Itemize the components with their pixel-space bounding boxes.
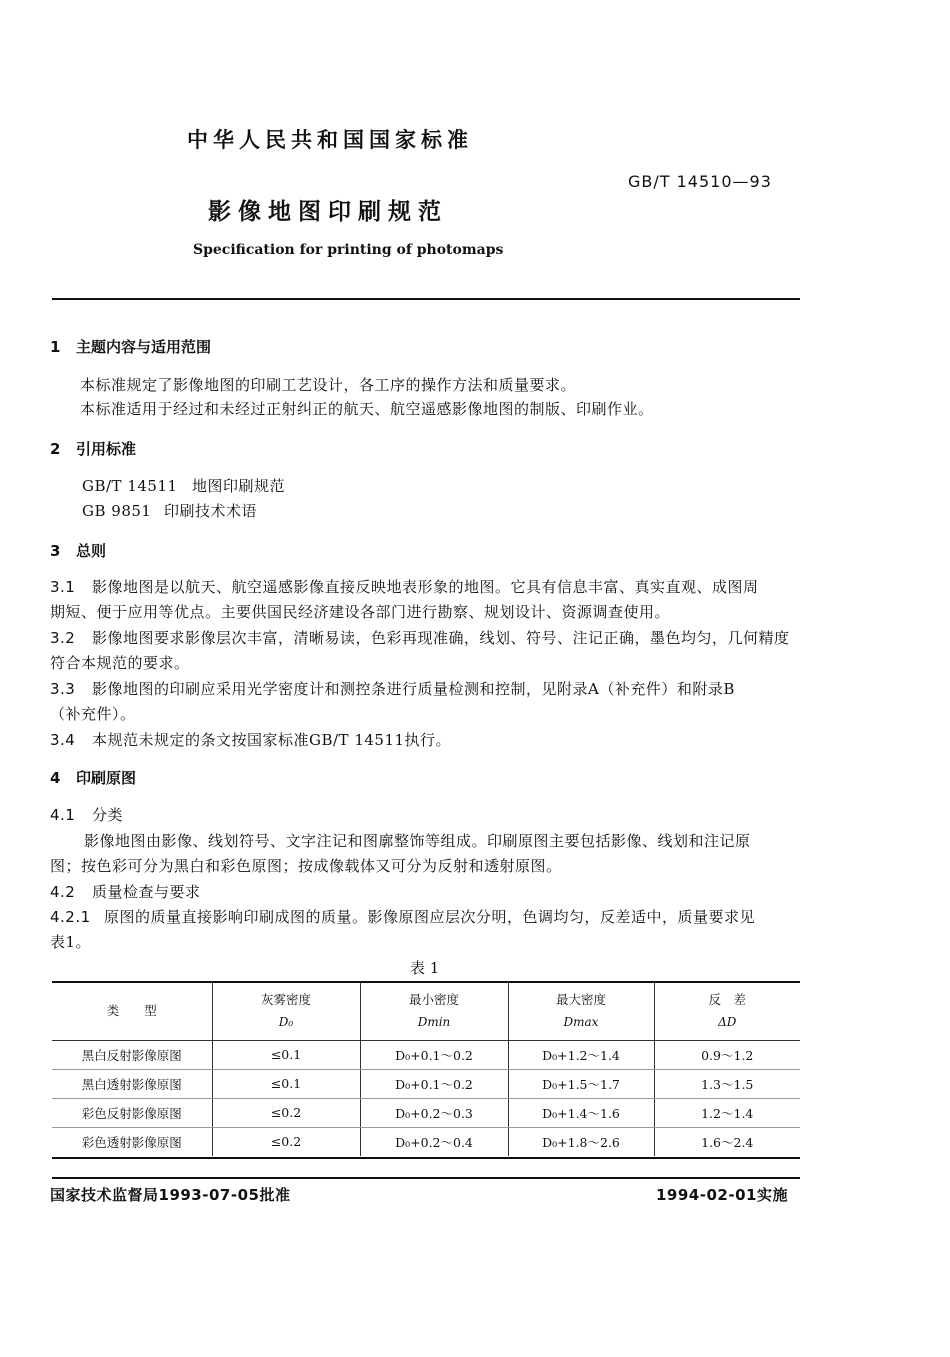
table-row	[52, 1098, 800, 1127]
clause-3-2	[50, 627, 790, 648]
column-header-label: 反 差	[708, 992, 746, 1008]
table-cell: 0.9～1.2	[654, 1040, 800, 1069]
section-1-heading	[50, 336, 211, 357]
clause-number: 4.2.1	[50, 908, 91, 926]
document-title: 影像地图印刷规范	[208, 199, 448, 225]
footer-divider	[52, 1177, 800, 1179]
table-cell: 1.6～2.4	[654, 1127, 800, 1156]
column-header-symbol: D₀	[278, 1015, 294, 1030]
column-header	[654, 983, 800, 1040]
table-cell: ≤0.2	[212, 1127, 360, 1156]
column-header	[212, 983, 360, 1040]
table-cell: ≤0.2	[212, 1098, 360, 1127]
clause-4-1-text: 影像地图由影像、线划符号、文字注记和图廓整饰等组成。印刷原图主要包括影像、线划和注记原	[84, 832, 751, 850]
reference-code: GB/T 14511	[82, 477, 178, 495]
section-number: 2	[50, 440, 61, 458]
clause-number: 4.1	[50, 806, 76, 824]
clause-number: 4.2	[50, 883, 76, 901]
table-cell: D₀+0.1～0.2	[360, 1069, 508, 1098]
clause-text: 本规范未规定的条文按国家标准GB/T 14511执行。	[92, 731, 452, 749]
section-title: 引用标准	[76, 440, 137, 458]
table-cell: D₀+0.2～0.3	[360, 1098, 508, 1127]
section-number: 4	[50, 769, 61, 787]
clause-4-1-text-continued: 图；按色彩可分为黑白和彩色原图；按成像载体又可分为反射和透射原图。	[50, 857, 562, 875]
table-row	[52, 1127, 800, 1156]
column-header-label: 类 型	[106, 1003, 157, 1019]
section-1-paragraph-2: 本标准适用于经过和未经过正射纠正的航天、航空遥感影像地图的制版、印刷作业。	[80, 400, 654, 418]
table-cell: 1.2～1.4	[654, 1098, 800, 1127]
reference-name: 印刷技术术语	[164, 502, 258, 520]
clause-3-4	[50, 729, 451, 750]
table-cell: D₀+1.8～2.6	[508, 1127, 654, 1156]
clause-title: 分类	[92, 806, 124, 824]
clause-4-2-1-continued: 表1。	[50, 933, 92, 951]
table-cell: 1.3～1.5	[654, 1069, 800, 1098]
effective-date: 1994-02-01实施	[656, 1186, 788, 1204]
table-cell: 黑白透射影像原图	[52, 1069, 212, 1098]
clause-4-2-1	[50, 906, 755, 927]
reference-code: GB 9851	[82, 502, 152, 520]
clause-3-2-continued: 符合本规范的要求。	[50, 654, 190, 672]
table-cell: D₀+1.2～1.4	[508, 1040, 654, 1069]
column-header-symbol: ΔD	[718, 1015, 737, 1030]
section-title: 总则	[76, 542, 107, 560]
section-3-heading	[50, 540, 106, 561]
column-header	[52, 983, 212, 1040]
header-divider	[52, 298, 800, 300]
table-row	[52, 1069, 800, 1098]
table-bottom-rule	[52, 1157, 800, 1159]
clause-number: 3.1	[50, 578, 76, 596]
clause-number: 3.2	[50, 629, 76, 647]
table-cell: D₀+1.5～1.7	[508, 1069, 654, 1098]
section-title: 主题内容与适用范围	[76, 338, 212, 356]
clause-text: 影像地图是以航天、航空遥感影像直接反映地表形象的地图。它具有信息丰富、真实直观、成图周	[92, 578, 759, 596]
clause-title: 质量检查与要求	[92, 883, 201, 901]
reference-item	[82, 500, 257, 521]
reference-name: 地图印刷规范	[192, 477, 286, 495]
clause-number: 3.3	[50, 680, 76, 698]
clause-text: 影像地图的印刷应采用光学密度计和测控条进行质量检测和控制，见附录A（补充件）和附录B	[92, 680, 735, 698]
quality-requirements-table	[52, 983, 800, 1156]
reference-item	[82, 475, 285, 496]
table-cell: ≤0.1	[212, 1069, 360, 1098]
column-header-symbol: Dmin	[417, 1015, 451, 1030]
clause-text: 原图的质量直接影响印刷成图的质量。影像原图应层次分明，色调均匀，反差适中，质量要求见	[104, 908, 756, 926]
column-header-label: 最小密度	[408, 992, 459, 1008]
table-cell: D₀+1.4～1.6	[508, 1098, 654, 1127]
table-cell: 彩色反射影像原图	[52, 1098, 212, 1127]
clause-3-3-continued: （补充件）。	[50, 705, 136, 723]
clause-3-1	[50, 576, 759, 597]
clause-3-1-continued: 期短、便于应用等优点。主要供国民经济建设各部门进行勘察、规划设计、资源调查使用。	[50, 603, 671, 621]
section-number: 3	[50, 542, 61, 560]
document-title-english: Specification for printing of photomaps	[193, 242, 504, 258]
clause-4-1-heading	[50, 804, 123, 825]
table-cell: ≤0.1	[212, 1040, 360, 1069]
table-cell: 彩色透射影像原图	[81, 1134, 182, 1150]
section-4-heading	[50, 767, 136, 788]
national-standard-heading: 中华人民共和国国家标准	[187, 128, 473, 152]
table-cell: 黑白反射影像原图	[52, 1040, 212, 1069]
table-header-row	[52, 983, 800, 1040]
table-caption: 表 1	[410, 959, 440, 977]
clause-3-3	[50, 678, 735, 699]
section-1-paragraph-1: 本标准规定了影像地图的印刷工艺设计，各工序的操作方法和质量要求。	[80, 376, 577, 394]
clause-number: 3.4	[50, 731, 76, 749]
column-header-label: 灰雾密度	[260, 992, 311, 1008]
section-number: 1	[50, 338, 61, 356]
clause-4-2-heading	[50, 881, 201, 902]
clause-text: 影像地图要求影像层次丰富，清晰易读，色彩再现准确，线划、符号、注记正确，墨色均匀，几何精度	[92, 629, 790, 647]
approval-statement: 国家技术监督局1993-07-05批准	[50, 1186, 291, 1204]
table-cell: D₀+0.1～0.2	[360, 1040, 508, 1069]
column-header	[360, 983, 508, 1040]
standard-code: GB/T 14510—93	[628, 172, 772, 191]
column-header	[508, 983, 654, 1040]
column-header-label: 最大密度	[555, 992, 606, 1008]
table-cell: D₀+0.2～0.4	[360, 1127, 508, 1156]
section-title: 印刷原图	[76, 769, 137, 787]
table-row	[52, 1040, 800, 1069]
section-2-heading	[50, 438, 136, 459]
column-header-symbol: Dmax	[563, 1015, 599, 1030]
